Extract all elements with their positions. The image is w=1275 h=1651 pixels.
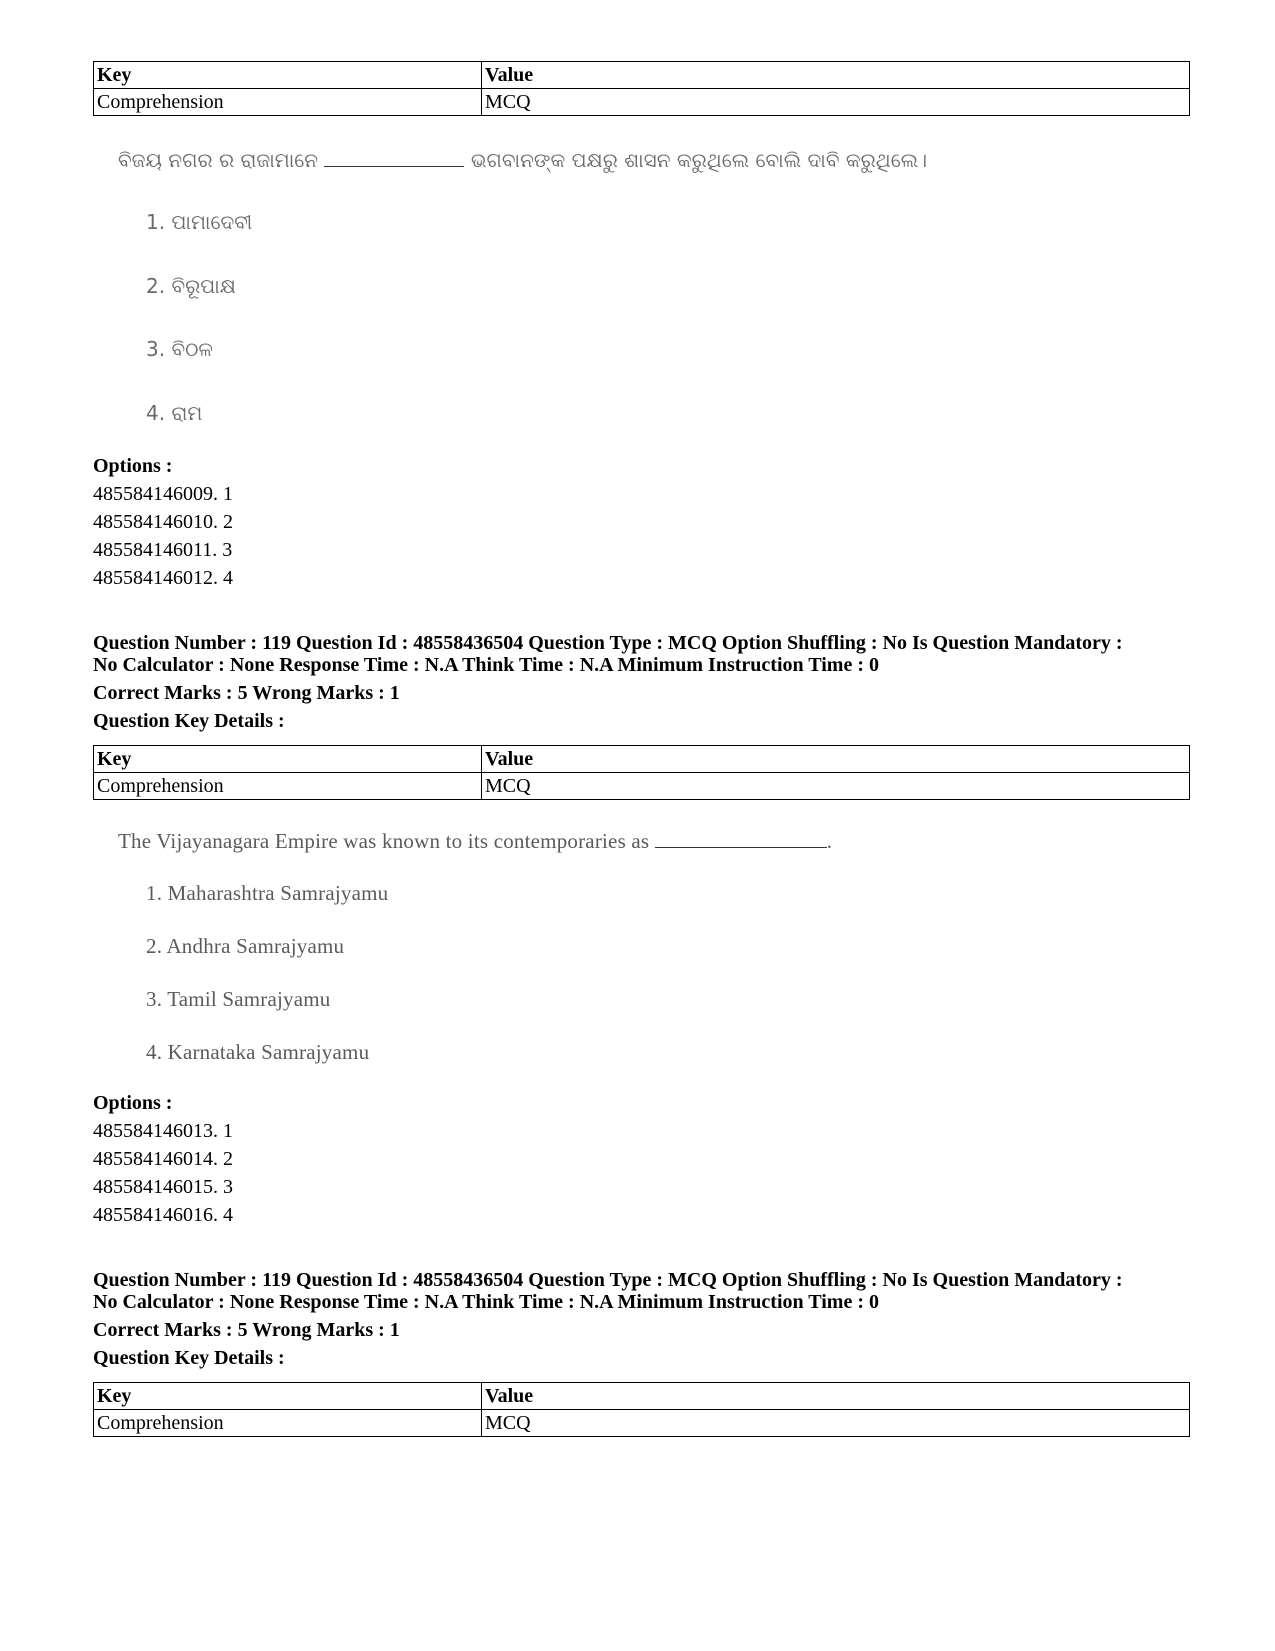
option-line: 485584146013. 1 xyxy=(93,1120,233,1142)
question-stem xyxy=(118,829,832,854)
question-meta-line: Question Number : 119 Question Id : 48558436504 Question Type : MCQ Option Shuffling : No Is Question Mandatory : xyxy=(93,632,1123,654)
table-header-row xyxy=(94,62,1190,89)
marks-line: Correct Marks : 5 Wrong Marks : 1 xyxy=(93,1319,400,1341)
options-label: Options : xyxy=(93,1092,173,1114)
key-header: Key xyxy=(94,1383,482,1410)
question-option: 4. ରାମ xyxy=(146,401,203,425)
table-row xyxy=(94,773,1190,800)
question-meta-line: Question Number : 119 Question Id : 48558436504 Question Type : MCQ Option Shuffling : No Is Question Mandatory : xyxy=(93,1269,1123,1291)
option-line: 485584146010. 2 xyxy=(93,511,233,533)
options-label: Options : xyxy=(93,455,173,477)
value-cell: MCQ xyxy=(482,773,1190,800)
value-cell: MCQ xyxy=(482,89,1190,116)
stem-text: The Vijayanagara Empire was known to its contemporaries as xyxy=(118,829,650,853)
option-line: 485584146016. 4 xyxy=(93,1204,233,1226)
answer-blank xyxy=(655,847,827,848)
marks-line: Correct Marks : 5 Wrong Marks : 1 xyxy=(93,682,400,704)
option-line: 485584146011. 3 xyxy=(93,539,233,561)
question-option: 2. ବିରୂପାକ୍ଷ xyxy=(146,274,236,298)
answer-blank xyxy=(324,166,464,167)
key-header: Key xyxy=(94,746,482,773)
option-line: 485584146012. 4 xyxy=(93,567,233,589)
value-cell: MCQ xyxy=(482,1410,1190,1437)
question-option: 1. ପାମାଦେବୀ xyxy=(146,210,253,234)
key-value-table xyxy=(93,1382,1190,1437)
question-option: 3. ବିଠଳ xyxy=(146,337,213,361)
stem-text-before: ବିଜୟ ନଗର ର ରାଜାମାନେ xyxy=(118,148,319,172)
value-header: Value xyxy=(482,746,1190,773)
option-line: 485584146014. 2 xyxy=(93,1148,233,1170)
stem-text-after: ଭଗବାନଙ୍କ ପକ୍ଷରୁ ଶାସନ କରୁଥିଲେ ବୋଲି ଦାବି କରୁଥିଲେ। xyxy=(470,148,928,172)
question-option: 4. Karnataka Samrajyamu xyxy=(146,1040,370,1064)
option-line: 485584146015. 3 xyxy=(93,1176,233,1198)
key-cell: Comprehension xyxy=(94,773,482,800)
option-line: 485584146009. 1 xyxy=(93,483,233,505)
question-meta-line: No Calculator : None Response Time : N.A Think Time : N.A Minimum Instruction Time : 0 xyxy=(93,1291,879,1313)
key-details-label: Question Key Details : xyxy=(93,710,285,732)
question-option: 1. Maharashtra Samrajyamu xyxy=(146,881,389,905)
question-option: 3. Tamil Samrajyamu xyxy=(146,987,331,1011)
key-cell: Comprehension xyxy=(94,1410,482,1437)
key-cell: Comprehension xyxy=(94,89,482,116)
question-meta-line: No Calculator : None Response Time : N.A Think Time : N.A Minimum Instruction Time : 0 xyxy=(93,654,879,676)
table-row xyxy=(94,89,1190,116)
table-row xyxy=(94,1410,1190,1437)
question-stem xyxy=(118,148,927,172)
table-header-row xyxy=(94,1383,1190,1410)
question-option: 2. Andhra Samrajyamu xyxy=(146,934,345,958)
table-header-row xyxy=(94,746,1190,773)
value-header: Value xyxy=(482,1383,1190,1410)
key-value-table xyxy=(93,61,1190,116)
key-details-label: Question Key Details : xyxy=(93,1347,285,1369)
key-header: Key xyxy=(94,62,482,89)
stem-text-end: . xyxy=(826,829,833,853)
value-header: Value xyxy=(482,62,1190,89)
key-value-table xyxy=(93,745,1190,800)
